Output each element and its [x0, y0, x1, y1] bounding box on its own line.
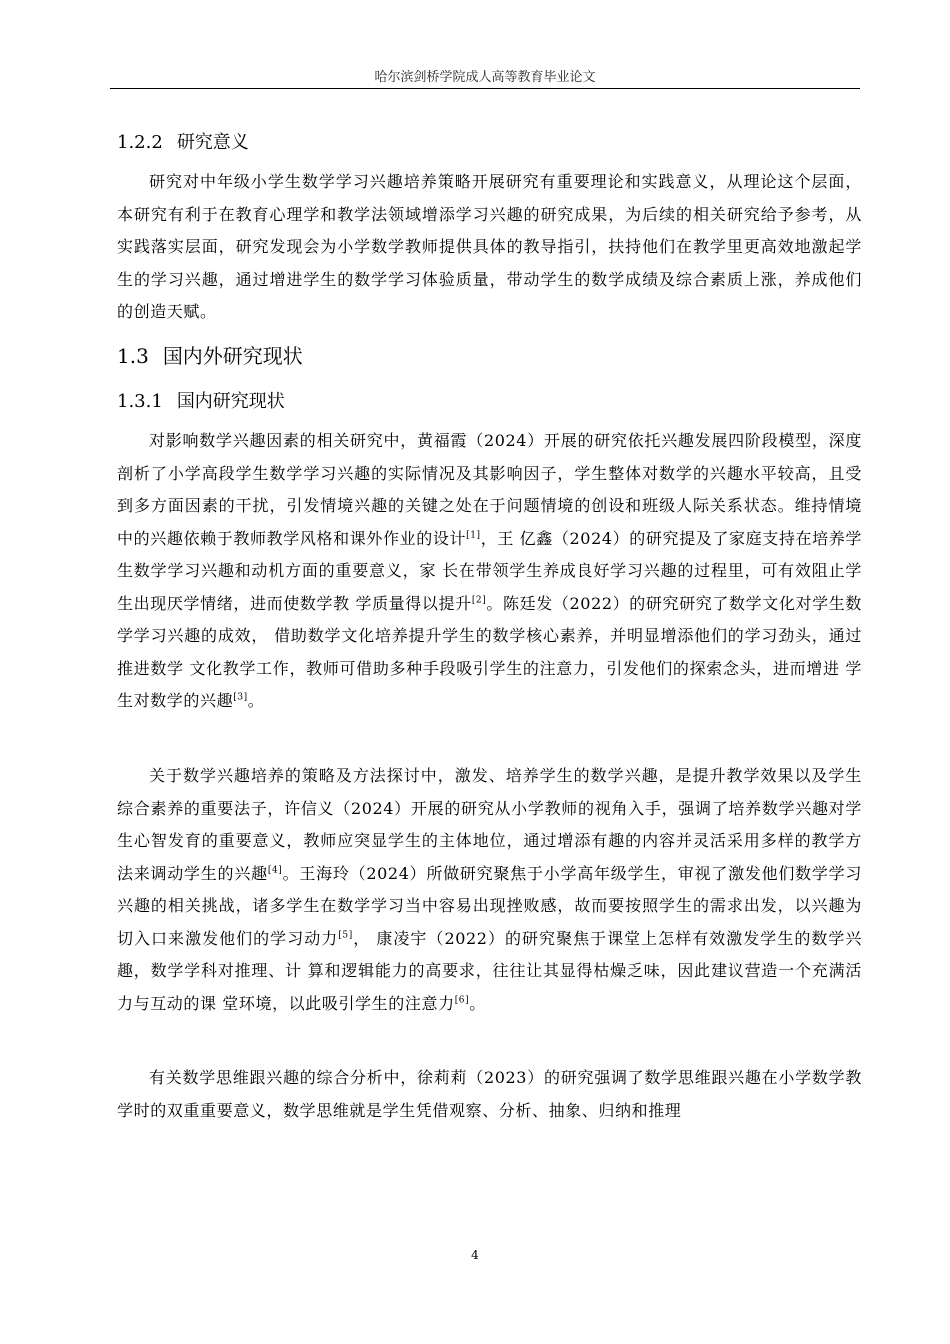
paragraph-strategies: [117, 760, 862, 1020]
heading-1-3: [117, 340, 303, 369]
text-run: 关于数学兴趣培养的策略及方法探讨中，激发、培养学生的数学兴趣，是提升教学效果以及学生综合素养的重要法子，许信义（2024）开展的研究从小学教师的视角入手，强调了培养数学兴趣对学生心智发育的重要意义，教师应突显学生的主体地位，通过增添有趣的内容并灵活采用多样的教学方法来调动学生的兴趣: [117, 766, 862, 883]
text-run: 对影响数学兴趣因素的相关研究中，黄福霞（2024）开展的研究依托兴趣发展四阶段模型，深度剖析了小学高段学生数学学习兴趣的实际情况及其影响因子，学生整体对数学的兴趣水平较高，且受到多方面因素的干扰，引发情境兴趣的关键之处在于问题情境的创设和班级人际关系状态。维持情境中的兴趣依赖于教师教学风格和课外作业的设计: [117, 431, 862, 548]
section-title: 研究意义: [176, 132, 249, 153]
paragraph-influencing-factors: [117, 425, 862, 718]
section-number: 1.3.1: [117, 391, 163, 412]
text-run: ， 康凌宇（2022）的研究聚焦于课堂上怎样有效激发学生的数学兴趣，数学学科对推理、计 算和逻辑能力的高要求，往往让其显得枯燥乏味，因此建议营造一个充满活力与互动的课 堂环境，以此吸引学生的注意力: [117, 928, 862, 1013]
section-title: 国内外研究现状: [162, 344, 303, 368]
section-number: 1.3: [117, 344, 149, 368]
text-run: 。陈廷发（2022）的研究研究了数学文化对学生数学学习兴趣的成效， 借助数学文化培养提升学生的数学核心素养，并明显增添他们的学习劲头，通过推进数学 文化教学工作，教师可借助多种手段吸引学生的注意力，引发他们的探索念头，进而增进 学生对数学的兴趣: [117, 593, 862, 710]
heading-1-2-2: [117, 128, 249, 154]
section-title: 国内研究现状: [176, 391, 285, 412]
citation-ref: [1]: [466, 530, 481, 541]
text-run: ，王 亿鑫（2024）的研究提及了家庭支持在培养学生数学学习兴趣和动机方面的重要意义，家 长在带领学生养成良好学习兴趣的过程里，可有效阻止学生出现厌学情绪，进而使数学教 学质量得以提升: [117, 528, 862, 613]
paragraph-thinking-interest: 有关数学思维跟兴趣的综合分析中，徐莉莉（2023）的研究强调了数学思维跟兴趣在小学数学教学时的双重重要意义，数学思维就是学生凭借观察、分析、抽象、归纳和推理: [117, 1068, 862, 1120]
header-rule: [110, 88, 860, 89]
paragraph-research-significance: 研究对中年级小学生数学学习兴趣培养策略开展研究有重要理论和实践意义，从理论这个层面，本研究有利于在教育心理学和教学法领域增添学习兴趣的研究成果，为后续的相关研究给予参考，从实践落实层面，研究发现会为小学数学教师提供具体的教导指引，扶持他们在教学里更高效地激起学生的学习兴趣，通过增进学生的数学学习体验质量，带动学生的数学成绩及综合素质上涨，养成他们的创造天赋。: [117, 172, 862, 321]
text-run: 。: [469, 993, 486, 1013]
text-run: 。: [247, 691, 265, 710]
section-number: 1.2.2: [117, 132, 163, 153]
citation-ref: [5]: [338, 930, 353, 941]
text-run: 。王海玲（2024）所做研究聚焦于小学高年级学生，审视了激发他们数学学习兴趣的相关挑战，诸多学生在数学学习当中容易出现挫败感，故而要按照学生的需求出发，以兴趣为切入口来激发他们的学习动力: [117, 863, 862, 948]
running-header: 哈尔滨剑桥学院成人高等教育毕业论文: [374, 70, 596, 85]
heading-1-3-1: [117, 387, 285, 413]
citation-ref: [4]: [267, 865, 283, 876]
citation-ref: [2]: [471, 595, 487, 606]
citation-ref: [6]: [454, 995, 470, 1006]
citation-ref: [3]: [233, 692, 248, 703]
page-number: 4: [471, 1248, 479, 1262]
